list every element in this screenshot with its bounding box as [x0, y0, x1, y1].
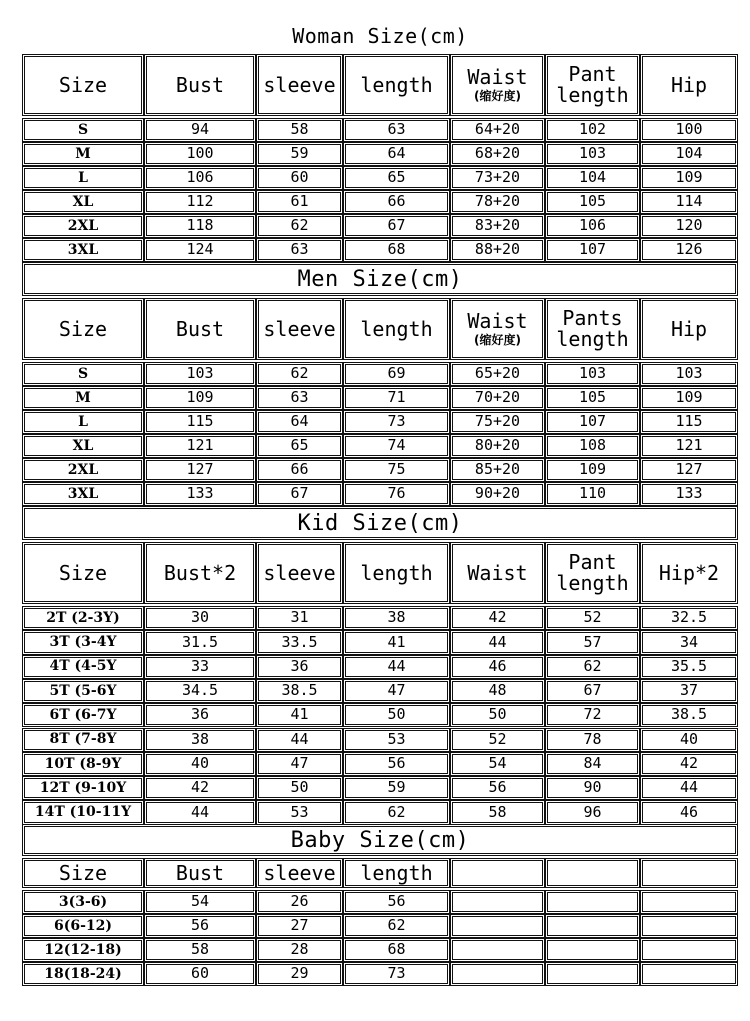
kid-row-1-col-4: 44 [450, 630, 545, 654]
men-row-1-col-3: 71 [343, 386, 450, 410]
men-row-4-col-0: 2XL [22, 458, 144, 482]
men-row-5-col-4: 90+20 [450, 482, 545, 506]
kid-row-5-col-6: 40 [640, 728, 738, 752]
kid-row-0-col-5: 52 [545, 606, 640, 630]
baby-row-0-col-4 [450, 890, 545, 914]
kid-row-3-col-2: 38.5 [256, 679, 343, 703]
woman-row-2-col-3: 65 [343, 166, 450, 190]
woman-header-3: length [343, 54, 450, 116]
baby-row-3-col-3: 73 [343, 962, 450, 986]
kid-row-8-col-2: 53 [256, 800, 343, 824]
men-row-0-col-4: 65+20 [450, 362, 545, 386]
baby-header-0: Size [22, 858, 144, 888]
kid-header-3: length [343, 542, 450, 604]
kid-row-6-col-1: 40 [144, 752, 256, 776]
kid-row-3-col-0: 5T (5-6Y [22, 679, 144, 703]
woman-row-4-col-0: 2XL [22, 214, 144, 238]
men-row-5-col-5: 110 [545, 482, 640, 506]
men-row-2-col-3: 73 [343, 410, 450, 434]
woman-row-5-col-4: 88+20 [450, 238, 545, 262]
men-header-4 [450, 298, 545, 360]
kid-row-4-col-3: 50 [343, 703, 450, 727]
kid-row-1-col-6: 34 [640, 630, 738, 654]
woman-header-1: Bust [144, 54, 256, 116]
kid-row-6-col-3: 56 [343, 752, 450, 776]
kid-row-2-col-4: 46 [450, 655, 545, 679]
woman-row-1-col-2: 59 [256, 142, 343, 166]
kid-row-7-col-0: 12T (9-10Y [22, 776, 144, 800]
kid-header-5-line2: length [556, 571, 629, 595]
woman-row-3-col-0: XL [22, 190, 144, 214]
men-header-4-line2: (缩好度) [474, 333, 521, 348]
men-row-1-col-4: 70+20 [450, 386, 545, 410]
baby-row-1-col-3: 62 [343, 914, 450, 938]
kid-row-3-col-1: 34.5 [144, 679, 256, 703]
kid-row-4-col-4: 50 [450, 703, 545, 727]
kid-row-7-col-5: 90 [545, 776, 640, 800]
kid-row-8-col-6: 46 [640, 800, 738, 824]
woman-row-2-col-2: 60 [256, 166, 343, 190]
men-row-0-col-5: 103 [545, 362, 640, 386]
baby-row-2-col-3: 68 [343, 938, 450, 962]
baby-row-3-col-1: 60 [144, 962, 256, 986]
baby-row-3-col-6 [640, 962, 738, 986]
kid-header-1: Bust*2 [144, 542, 256, 604]
kid-row-3-col-3: 47 [343, 679, 450, 703]
men-header-3: length [343, 298, 450, 360]
woman-row-0-col-3: 63 [343, 118, 450, 142]
woman-row-2-col-0: L [22, 166, 144, 190]
kid-row-0-col-1: 30 [144, 606, 256, 630]
men-section-title: Men Size(cm) [22, 262, 738, 296]
men-row-3-col-6: 121 [640, 434, 738, 458]
kid-row-1-col-5: 57 [545, 630, 640, 654]
men-row-5-col-3: 76 [343, 482, 450, 506]
baby-row-0-col-6 [640, 890, 738, 914]
woman-row-2-col-5: 104 [545, 166, 640, 190]
men-row-2-col-2: 64 [256, 410, 343, 434]
kid-row-4-col-1: 36 [144, 703, 256, 727]
men-row-4-col-5: 109 [545, 458, 640, 482]
men-header-5-line1: Pants [562, 306, 623, 330]
woman-row-0-col-0: S [22, 118, 144, 142]
kid-row-0-col-3: 38 [343, 606, 450, 630]
kid-row-6-col-2: 47 [256, 752, 343, 776]
woman-row-4-col-4: 83+20 [450, 214, 545, 238]
men-row-5-col-6: 133 [640, 482, 738, 506]
woman-row-0-col-1: 94 [144, 118, 256, 142]
baby-row-1-col-2: 27 [256, 914, 343, 938]
woman-row-5-col-2: 63 [256, 238, 343, 262]
men-header-1: Bust [144, 298, 256, 360]
kid-row-5-col-1: 38 [144, 728, 256, 752]
baby-row-2-col-6 [640, 938, 738, 962]
woman-row-3-col-6: 114 [640, 190, 738, 214]
men-row-4-col-2: 66 [256, 458, 343, 482]
kid-row-4-col-2: 41 [256, 703, 343, 727]
kid-row-2-col-2: 36 [256, 655, 343, 679]
kid-header-5 [545, 542, 640, 604]
kid-row-1-col-1: 31.5 [144, 630, 256, 654]
woman-row-4-col-5: 106 [545, 214, 640, 238]
woman-row-0-col-6: 100 [640, 118, 738, 142]
woman-row-4-col-1: 118 [144, 214, 256, 238]
kid-row-6-col-0: 10T (8-9Y [22, 752, 144, 776]
men-header-5 [545, 298, 640, 360]
woman-row-0-col-2: 58 [256, 118, 343, 142]
woman-row-5-col-1: 124 [144, 238, 256, 262]
men-row-0-col-6: 103 [640, 362, 738, 386]
kid-header-0: Size [22, 542, 144, 604]
men-row-1-col-1: 109 [144, 386, 256, 410]
kid-row-5-col-3: 53 [343, 728, 450, 752]
woman-row-3-col-5: 105 [545, 190, 640, 214]
baby-header-5 [545, 858, 640, 888]
kid-row-0-col-0: 2T (2-3Y) [22, 606, 144, 630]
men-row-2-col-1: 115 [144, 410, 256, 434]
woman-row-3-col-3: 66 [343, 190, 450, 214]
woman-header-4-line1: Waist [467, 65, 528, 90]
woman-row-5-col-6: 126 [640, 238, 738, 262]
baby-row-0-col-3: 56 [343, 890, 450, 914]
woman-row-0-col-4: 64+20 [450, 118, 545, 142]
men-header-6: Hip [640, 298, 738, 360]
woman-header-5 [545, 54, 640, 116]
kid-row-5-col-4: 52 [450, 728, 545, 752]
woman-header-0: Size [22, 54, 144, 116]
baby-row-3-col-5 [545, 962, 640, 986]
men-row-5-col-2: 67 [256, 482, 343, 506]
kid-row-1-col-3: 41 [343, 630, 450, 654]
baby-row-2-col-0: 12(12-18) [22, 938, 144, 962]
kid-row-6-col-4: 54 [450, 752, 545, 776]
men-row-3-col-1: 121 [144, 434, 256, 458]
men-row-1-col-5: 105 [545, 386, 640, 410]
baby-row-0-col-2: 26 [256, 890, 343, 914]
baby-row-3-col-2: 29 [256, 962, 343, 986]
woman-header-4 [450, 54, 545, 116]
men-row-4-col-1: 127 [144, 458, 256, 482]
kid-row-4-col-5: 72 [545, 703, 640, 727]
woman-row-1-col-5: 103 [545, 142, 640, 166]
kid-row-0-col-4: 42 [450, 606, 545, 630]
baby-header-3: length [343, 858, 450, 888]
woman-row-0-col-5: 102 [545, 118, 640, 142]
men-header-2: sleeve [256, 298, 343, 360]
woman-row-1-col-0: M [22, 142, 144, 166]
woman-row-3-col-2: 61 [256, 190, 343, 214]
men-header-0: Size [22, 298, 144, 360]
woman-row-4-col-3: 67 [343, 214, 450, 238]
kid-row-7-col-2: 50 [256, 776, 343, 800]
woman-row-1-col-6: 104 [640, 142, 738, 166]
men-row-3-col-3: 74 [343, 434, 450, 458]
baby-row-1-col-4 [450, 914, 545, 938]
kid-row-8-col-5: 96 [545, 800, 640, 824]
baby-row-0-col-5 [545, 890, 640, 914]
baby-row-1-col-5 [545, 914, 640, 938]
baby-row-1-col-0: 6(6-12) [22, 914, 144, 938]
baby-header-6 [640, 858, 738, 888]
woman-row-5-col-5: 107 [545, 238, 640, 262]
kid-row-3-col-6: 37 [640, 679, 738, 703]
baby-row-0-col-1: 54 [144, 890, 256, 914]
men-row-2-col-5: 107 [545, 410, 640, 434]
kid-row-7-col-3: 59 [343, 776, 450, 800]
baby-header-4 [450, 858, 545, 888]
kid-row-8-col-1: 44 [144, 800, 256, 824]
kid-row-2-col-6: 35.5 [640, 655, 738, 679]
woman-row-5-col-0: 3XL [22, 238, 144, 262]
baby-row-1-col-1: 56 [144, 914, 256, 938]
kid-row-5-col-0: 8T (7-8Y [22, 728, 144, 752]
woman-header-6: Hip [640, 54, 738, 116]
baby-section-title: Baby Size(cm) [22, 824, 738, 856]
men-header-4-line1: Waist [467, 309, 528, 334]
men-row-5-col-1: 133 [144, 482, 256, 506]
kid-row-7-col-1: 42 [144, 776, 256, 800]
baby-row-3-col-0: 18(18-24) [22, 962, 144, 986]
men-row-2-col-0: L [22, 410, 144, 434]
woman-row-2-col-1: 106 [144, 166, 256, 190]
kid-row-6-col-5: 84 [545, 752, 640, 776]
men-row-2-col-4: 75+20 [450, 410, 545, 434]
woman-row-1-col-1: 100 [144, 142, 256, 166]
men-row-4-col-4: 85+20 [450, 458, 545, 482]
woman-row-2-col-6: 109 [640, 166, 738, 190]
men-row-4-col-3: 75 [343, 458, 450, 482]
kid-header-4: Waist [450, 542, 545, 604]
men-header-5-line2: length [556, 327, 629, 351]
kid-row-8-col-0: 14T (10-11Y [22, 800, 144, 824]
kid-row-2-col-0: 4T (4-5Y [22, 655, 144, 679]
woman-section-title: Woman Size(cm) [292, 24, 468, 48]
woman-row-3-col-4: 78+20 [450, 190, 545, 214]
kid-section-title: Kid Size(cm) [22, 506, 738, 540]
kid-header-2: sleeve [256, 542, 343, 604]
kid-header-6: Hip*2 [640, 542, 738, 604]
kid-row-5-col-2: 44 [256, 728, 343, 752]
baby-row-1-col-6 [640, 914, 738, 938]
men-row-1-col-6: 109 [640, 386, 738, 410]
men-row-1-col-0: M [22, 386, 144, 410]
baby-row-2-col-2: 28 [256, 938, 343, 962]
baby-header-2: sleeve [256, 858, 343, 888]
kid-row-0-col-2: 31 [256, 606, 343, 630]
baby-row-2-col-4 [450, 938, 545, 962]
men-row-0-col-2: 62 [256, 362, 343, 386]
men-row-1-col-2: 63 [256, 386, 343, 410]
men-row-3-col-5: 108 [545, 434, 640, 458]
men-row-0-col-0: S [22, 362, 144, 386]
men-row-2-col-6: 115 [640, 410, 738, 434]
woman-header-2: sleeve [256, 54, 343, 116]
kid-row-8-col-4: 58 [450, 800, 545, 824]
kid-header-5-line1: Pant [568, 550, 617, 574]
men-row-0-col-1: 103 [144, 362, 256, 386]
baby-row-0-col-0: 3(3-6) [22, 890, 144, 914]
woman-row-5-col-3: 68 [343, 238, 450, 262]
baby-row-2-col-5 [545, 938, 640, 962]
baby-row-3-col-4 [450, 962, 545, 986]
men-row-3-col-4: 80+20 [450, 434, 545, 458]
woman-row-1-col-4: 68+20 [450, 142, 545, 166]
baby-row-2-col-1: 58 [144, 938, 256, 962]
men-row-3-col-0: XL [22, 434, 144, 458]
kid-row-2-col-5: 62 [545, 655, 640, 679]
men-row-4-col-6: 127 [640, 458, 738, 482]
woman-header-5-line2: length [556, 83, 629, 107]
woman-row-4-col-2: 62 [256, 214, 343, 238]
kid-row-0-col-6: 32.5 [640, 606, 738, 630]
woman-row-1-col-3: 64 [343, 142, 450, 166]
kid-row-7-col-6: 44 [640, 776, 738, 800]
kid-row-8-col-3: 62 [343, 800, 450, 824]
kid-row-3-col-4: 48 [450, 679, 545, 703]
kid-row-7-col-4: 56 [450, 776, 545, 800]
kid-row-3-col-5: 67 [545, 679, 640, 703]
kid-row-1-col-0: 3T (3-4Y [22, 630, 144, 654]
men-row-5-col-0: 3XL [22, 482, 144, 506]
woman-row-2-col-4: 73+20 [450, 166, 545, 190]
kid-row-1-col-2: 33.5 [256, 630, 343, 654]
kid-row-5-col-5: 78 [545, 728, 640, 752]
kid-row-2-col-1: 33 [144, 655, 256, 679]
kid-row-2-col-3: 44 [343, 655, 450, 679]
kid-row-4-col-6: 38.5 [640, 703, 738, 727]
kid-row-6-col-6: 42 [640, 752, 738, 776]
baby-header-1: Bust [144, 858, 256, 888]
woman-header-5-line1: Pant [568, 62, 617, 86]
woman-header-4-line2: (缩好度) [474, 89, 521, 104]
men-row-0-col-3: 69 [343, 362, 450, 386]
woman-row-3-col-1: 112 [144, 190, 256, 214]
kid-row-4-col-0: 6T (6-7Y [22, 703, 144, 727]
men-row-3-col-2: 65 [256, 434, 343, 458]
woman-row-4-col-6: 120 [640, 214, 738, 238]
